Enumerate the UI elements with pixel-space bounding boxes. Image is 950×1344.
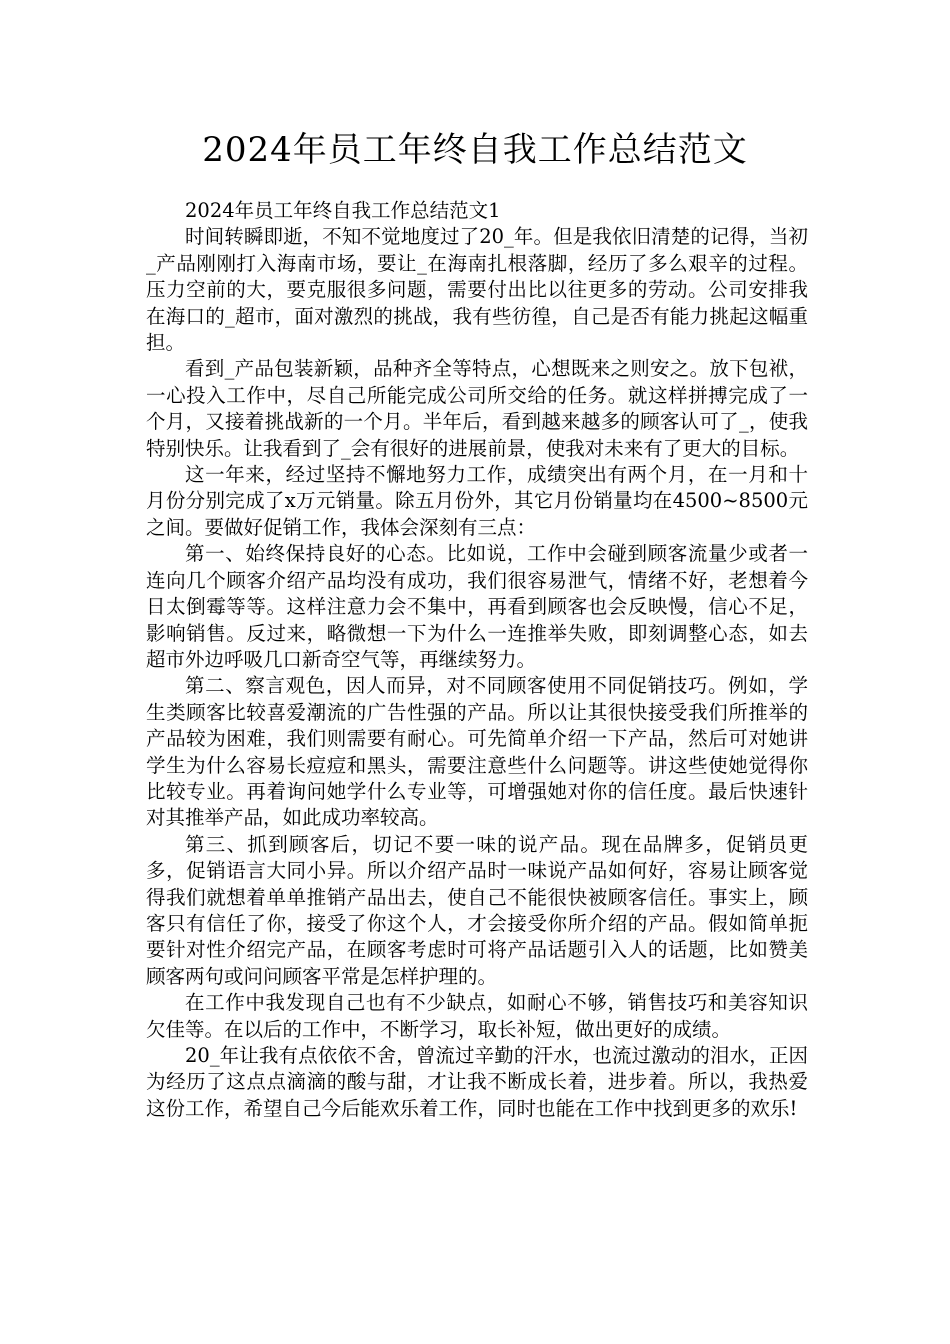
body-paragraph: 第三、抓到顾客后，切记不要一味的说产品。现在品牌多，促销员更多，促销语言大同小异。所以介绍产品时一味说产品如何好，容易让顾客觉得我们就想着单单推销产品出去，使自己不能很快被顾客信任。事实上，顾客只有信任了你，接受了你这个人，才会接受你所介绍的产品。假如简单扼要针对性介绍完产品，在顾客考虑时可将产品话题引入人的话题，比如赞美顾客两句或问问顾客平常是怎样护理的。 [146, 832, 808, 988]
document-title: 2024年员工年终自我工作总结范文 [202, 130, 748, 170]
document-body [146, 198, 808, 1122]
body-paragraph: 第二、察言观色，因人而异，对不同顾客使用不同促销技巧。例如，学生类顾客比较喜爱潮流的广告性强的产品。所以让其很快接受我们所推举的产品较为困难，我们则需要有耐心。可先简单介绍一下产品，然后可对她讲学生为什么容易长痘痘和黑头，需要注意些什么问题等。讲这些使她觉得你比较专业。再着询问她学什么专业等，可增强她对你的信任度。最后快速针对其推举产品，如此成功率较高。 [146, 674, 808, 830]
body-paragraph: 第一、始终保持良好的心态。比如说，工作中会碰到顾客流量少或者一连向几个顾客介绍产品均没有成功，我们很容易泄气，情绪不好，老想着今日太倒霉等等。这样注意力会不集中，再看到顾客也会反映慢，信心不足，影响销售。反过来，略微想一下为什么一连推举失败，即刻调整心态，如去超市外边呼吸几口新奇空气等，再继续努力。 [146, 542, 808, 671]
body-paragraph: 在工作中我发现自己也有不少缺点，如耐心不够，销售技巧和美容知识欠佳等。在以后的工作中，不断学习，取长补短，做出更好的成绩。 [146, 991, 808, 1041]
body-paragraph: 20_年让我有点依依不舍，曾流过辛勤的汗水，也流过激动的泪水，正因为经历了这点点滴滴的酸与甜，才让我不断成长着，进步着。所以，我热爱这份工作，希望自己今后能欢乐着工作，同时也能在工作中找到更多的欢乐! [146, 1044, 808, 1120]
subtitle-paragraph: 2024年员工年终自我工作总结范文1 [185, 199, 501, 222]
body-paragraph: 这一年来，经过坚持不懈地努力工作，成绩突出有两个月，在一月和十月份分别完成了x万元销量。除五月份外，其它月份销量均在4500~8500元之间。要做好促销工作，我体会深刻有三点： [146, 463, 808, 539]
body-paragraph: 时间转瞬即逝，不知不觉地度过了20_年。但是我依旧清楚的记得，当初_产品刚刚打入海南市场，要让_在海南扎根落脚，经历了多么艰辛的过程。压力空前的大，要克服很多问题，需要付出比以往更多的劳动。公司安排我在海口的_超市，面对激烈的挑战，我有些彷徨，自己是否有能力挑起这幅重担。 [146, 225, 808, 355]
body-paragraph: 看到_产品包装新颖，品种齐全等特点，心想既来之则安之。放下包袱，一心投入工作中，尽自己所能完成公司所交给的任务。就这样拼搏完成了一个月，又接着挑战新的一个月。半年后，看到越来越多的顾客认可了_，使我特别快乐。让我看到了_会有很好的进展前景，使我对未来有了更大的目标。 [146, 357, 808, 460]
